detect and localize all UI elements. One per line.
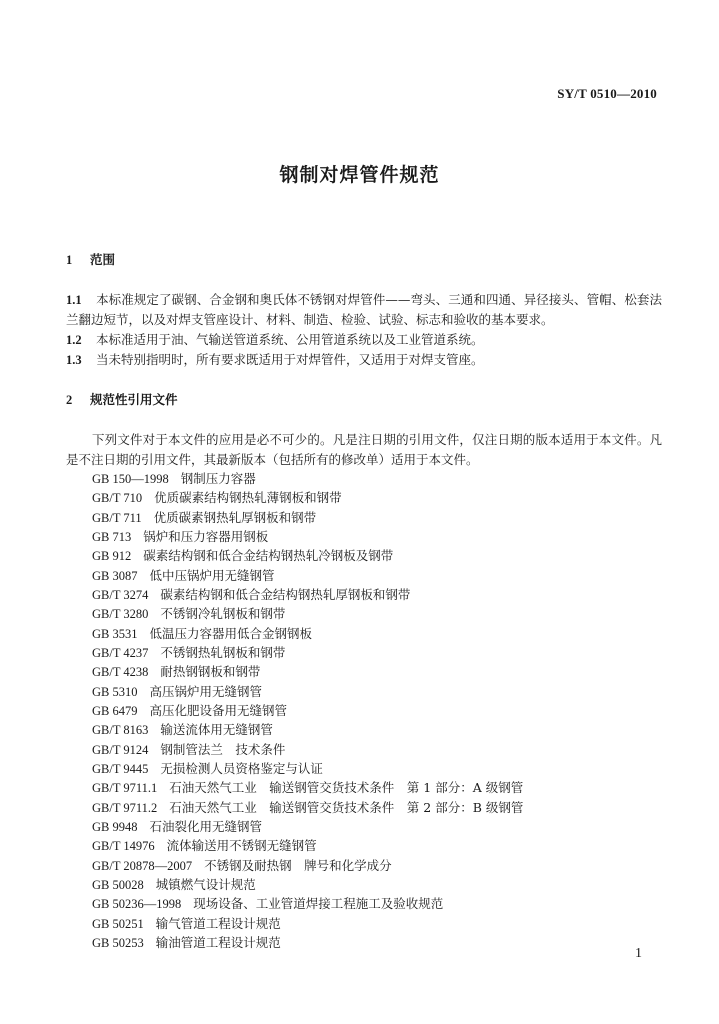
clause-text: 本标准规定了碳钢、合金钢和奥氏体不锈钢对焊管件——弯头、三通和四通、异径接头、管帽、松套法兰翻边短节，以及对焊支管座设计、材料、制造、检验、试验、标志和验收的基本要求。 [66, 292, 662, 327]
reference-code: GB 5310 [92, 684, 138, 699]
reference-code: GB 912 [92, 549, 132, 564]
reference-item [92, 778, 523, 797]
reference-code: GB/T 9445 [92, 761, 149, 776]
reference-title: 不锈钢及耐热钢 牌号和化学成分 [204, 857, 392, 873]
reference-item [92, 643, 523, 662]
reference-item [92, 469, 523, 488]
reference-title: 低温压力容器用低合金钢钢板 [149, 625, 313, 641]
reference-code: GB/T 14976 [92, 839, 155, 854]
reference-code: GB/T 4237 [92, 645, 149, 660]
clause-number: 1.3 [66, 353, 82, 367]
reference-code: GB/T 3274 [92, 587, 149, 602]
reference-item [92, 798, 523, 817]
section-1-number: 1 [66, 253, 73, 267]
reference-code: GB/T 710 [92, 491, 143, 506]
reference-code: GB/T 711 [92, 510, 142, 525]
reference-title: 碳素结构钢和低合金结构钢热轧厚钢板和钢带 [160, 586, 411, 602]
reference-code: GB/T 8163 [92, 723, 149, 738]
reference-title: 优质碳素钢热轧厚钢板和钢带 [153, 509, 317, 525]
clause-1-1 [66, 290, 662, 330]
reference-list [92, 469, 523, 952]
reference-item [92, 527, 523, 546]
reference-item [92, 914, 523, 933]
reference-title: 无损检测人员资格鉴定与认证 [160, 760, 323, 776]
reference-title: 石油裂化用无缝钢管 [149, 818, 263, 834]
reference-title: 碳素结构钢和低合金结构钢热轧冷钢板及钢带 [143, 548, 394, 564]
reference-title: 输气管道工程设计规范 [155, 915, 281, 931]
reference-code: GB/T 9711.1 [92, 781, 158, 796]
reference-code: GB/T 9711.2 [92, 800, 158, 815]
clause-1-3 [66, 350, 662, 370]
reference-code: GB 50253 [92, 935, 144, 950]
reference-title: 城镇燃气设计规范 [155, 876, 256, 892]
reference-code: GB 50236—1998 [92, 897, 182, 912]
reference-item [92, 836, 523, 855]
reference-item [92, 662, 523, 681]
section-2-title: 规范性引用文件 [90, 392, 178, 407]
clause-number: 1.1 [66, 293, 82, 307]
reference-item [92, 740, 523, 759]
reference-code: GB 713 [92, 529, 132, 544]
reference-code: GB/T 3280 [92, 607, 149, 622]
reference-code: GB/T 9124 [92, 742, 149, 757]
reference-item [92, 894, 523, 913]
section-2-heading [66, 390, 178, 408]
reference-item [92, 933, 523, 952]
reference-title: 高压化肥设备用无缝钢管 [149, 702, 288, 718]
reference-title: 耐热钢钢板和钢带 [160, 664, 261, 680]
reference-title: 低中压锅炉用无缝钢管 [149, 567, 275, 583]
reference-title: 输油管道工程设计规范 [155, 934, 281, 950]
reference-item [92, 759, 523, 778]
document-title: 钢制对焊管件规范 [279, 164, 440, 186]
section-2-number: 2 [66, 393, 73, 407]
reference-title: 石油天然气工业 输送钢管交货技术条件 第 2 部分：B 级钢管 [169, 799, 524, 815]
reference-item [92, 875, 523, 894]
reference-item [92, 508, 523, 527]
reference-code: GB 50028 [92, 877, 144, 892]
reference-item [92, 682, 523, 701]
reference-title: 流体输送用不锈钢无缝钢管 [166, 838, 317, 854]
reference-title: 输送流体用无缝钢管 [160, 722, 273, 738]
reference-title: 不锈钢冷轧钢板和钢带 [160, 606, 286, 622]
reference-code: GB/T 4238 [92, 665, 149, 680]
reference-title: 石油天然气工业 输送钢管交货技术条件 第 1 部分：A 级钢管 [169, 780, 524, 796]
reference-item [92, 546, 523, 565]
reference-code: GB/T 20878—2007 [92, 858, 193, 873]
standard-number: SY/T 0510—2010 [557, 86, 657, 101]
clause-text: 本标准适用于油、气输送管道系统、公用管道系统以及工业管道系统。 [96, 332, 484, 347]
reference-code: GB 3531 [92, 626, 138, 641]
reference-item [92, 701, 523, 720]
reference-item [92, 566, 523, 585]
section-2-intro: 下列文件对于本文件的应用是必不可少的。凡是注日期的引用文件，仅注日期的版本适用于本文件。凡是不注日期的引用文件，其最新版本（包括所有的修改单）适用于本文件。 [66, 432, 662, 467]
reference-title: 钢制压力容器 [180, 471, 256, 486]
reference-code: GB 50251 [92, 916, 144, 931]
reference-item [92, 624, 523, 643]
reference-title: 钢制管法兰 技术条件 [160, 741, 286, 757]
reference-code: GB 150—1998 [92, 472, 169, 486]
section-1-title: 范围 [90, 252, 116, 267]
reference-item [92, 856, 523, 875]
clause-text: 当未特别指明时，所有要求既适用于对焊管件，又适用于对焊支管座。 [96, 352, 484, 367]
clause-number: 1.2 [66, 333, 82, 347]
reference-code: GB 9948 [92, 819, 138, 834]
reference-item [92, 720, 523, 739]
clause-1-2 [66, 330, 662, 350]
reference-item [92, 604, 523, 623]
reference-title: 锅炉和压力容器用钢板 [143, 528, 269, 544]
reference-title: 现场设备、工业管道焊接工程施工及验收规范 [193, 896, 444, 912]
section-1-heading [66, 250, 115, 268]
reference-item [92, 585, 523, 604]
reference-code: GB 3087 [92, 568, 138, 583]
reference-title: 高压锅炉用无缝钢管 [149, 683, 263, 699]
page-number: 1 [635, 946, 642, 961]
reference-title: 不锈钢热轧钢板和钢带 [160, 644, 286, 660]
reference-code: GB 6479 [92, 703, 138, 718]
reference-title: 优质碳素结构钢热轧薄钢板和钢带 [154, 490, 342, 506]
reference-item [92, 817, 523, 836]
reference-item [92, 488, 523, 507]
